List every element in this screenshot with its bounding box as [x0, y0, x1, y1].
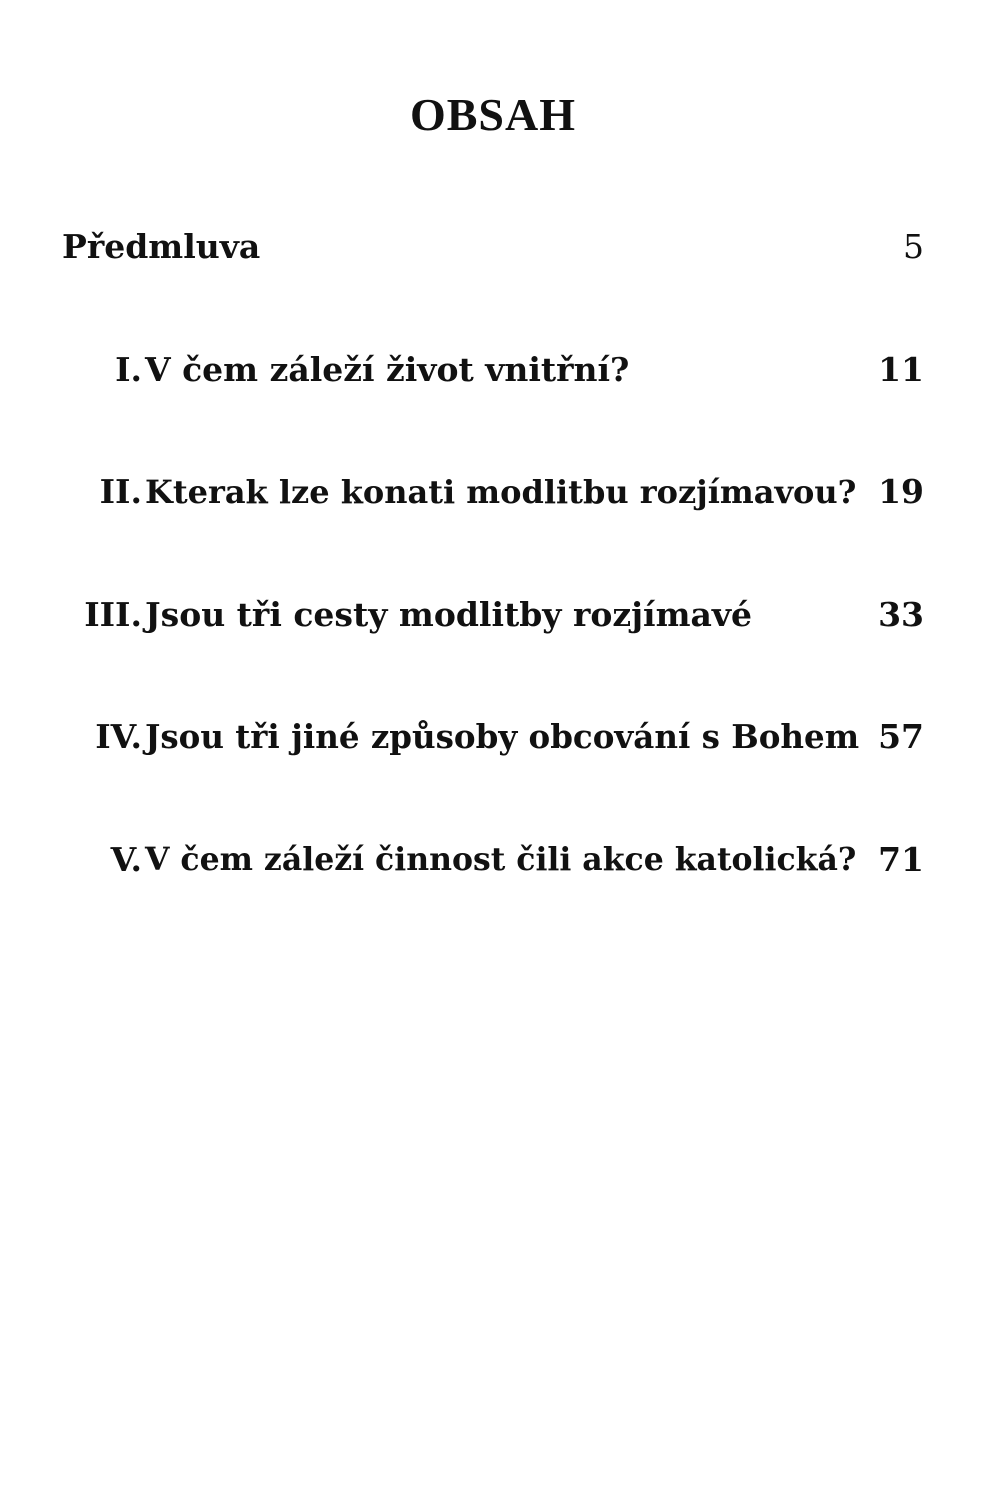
toc-entry-chapter-4	[62, 712, 924, 762]
toc-entry-title: Předmluva	[62, 227, 261, 266]
toc-entry-title: Jsou tři cesty modlitby rozjímavé	[145, 595, 753, 634]
toc-entry-chapter-3	[62, 590, 924, 640]
toc-entry-title: Jsou tři jiné způsoby obcování s Bohem	[145, 717, 860, 756]
toc-entry-title: Kterak lze konati modlitbu rozjímavou?	[145, 473, 857, 511]
toc-entry-page: 19	[878, 472, 924, 511]
toc-entry-chapter-1	[62, 345, 924, 395]
toc-entry-chapter-2	[62, 467, 924, 517]
toc-entry-page: 57	[878, 717, 924, 756]
toc-entry-title: V čem záleží život vnitřní?	[145, 350, 630, 389]
toc-entry-preface	[62, 222, 924, 272]
toc-entry-page: 11	[878, 350, 924, 389]
toc-entry-number: III.	[84, 595, 142, 634]
toc-entry-chapter-5	[62, 835, 924, 885]
toc-entry-page: 71	[878, 840, 924, 879]
toc-entry-number: II.	[99, 472, 142, 511]
toc-entry-title: V čem záleží činnost čili akce katolická?	[145, 841, 857, 878]
toc-entry-number: I.	[115, 350, 142, 389]
toc-entry-page: 33	[878, 595, 924, 634]
page-title: OBSAH	[409, 89, 577, 140]
toc-entry-number: V.	[110, 840, 142, 879]
toc-entry-page: 5	[903, 227, 924, 266]
toc-entry-number: IV.	[95, 717, 142, 756]
